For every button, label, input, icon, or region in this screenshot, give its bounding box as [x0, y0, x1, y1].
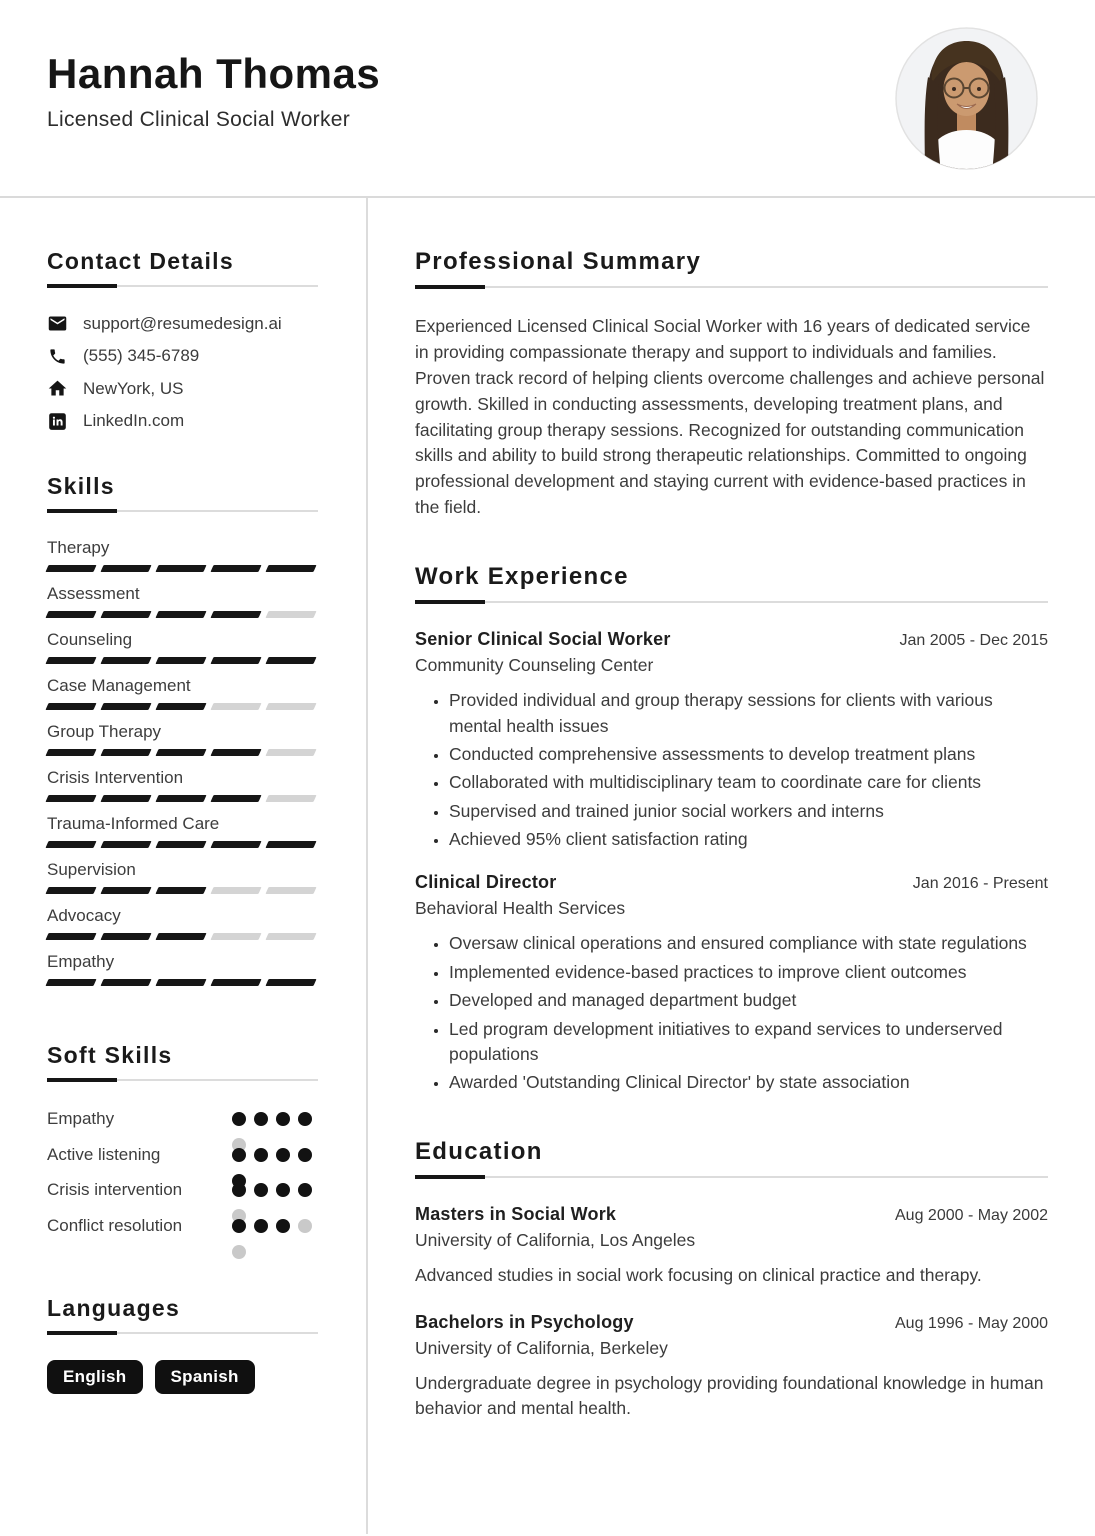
skill-bar [47, 657, 318, 664]
degree-title: Masters in Social Work [415, 1203, 617, 1224]
soft-skills-heading: Soft Skills [47, 1042, 318, 1081]
skill-bar-segment [155, 657, 206, 664]
skill-dot [254, 1148, 268, 1162]
education-section [415, 1138, 1048, 1422]
skill-dot [232, 1183, 246, 1197]
skill-bar-segment [210, 979, 261, 986]
content-columns [0, 198, 1095, 1534]
skill-bar-segment [155, 703, 206, 710]
header [0, 0, 1095, 198]
skill-bar-segment [100, 887, 151, 894]
summary-text: Experienced Licensed Clinical Social Worker with 16 years of dedicated service in providing compassionate therapy and support to individuals and families. Proven track record of helping clients overcome challenges and achieve personal growth. Skilled in conducting assessments, developing treatment plans, and facilitating group therapy sessions. Recognized for outstanding communication skills and ability to build strong therapeutic relationships. Committed to ongoing professional development and staying current with evidence-based practices in the field. [415, 316, 1045, 518]
skill-bar-segment [210, 795, 261, 802]
skill-item [47, 952, 318, 986]
skill-bar [47, 611, 318, 618]
skill-bar-segment [45, 887, 96, 894]
skill-item [47, 538, 318, 572]
job-entry [415, 872, 1048, 1095]
skill-name: Therapy [47, 538, 110, 557]
soft-skill-item [47, 1143, 318, 1168]
skill-bar-segment [100, 749, 151, 756]
home-icon [47, 378, 68, 399]
skill-name: Trauma-Informed Care [47, 814, 220, 833]
skill-name: Advocacy [47, 906, 121, 925]
skill-bar-segment [265, 979, 316, 986]
soft-skill-name: Crisis intervention [47, 1180, 183, 1200]
skill-bar-segment [155, 611, 206, 618]
job-bullet: • Achieved 95% client satisfaction rating [449, 827, 1048, 852]
job-bullet: • Conducted comprehensive assessments to develop treatment plans [449, 742, 1048, 767]
skill-item [47, 814, 318, 848]
jobs-list [415, 629, 1048, 1096]
school-name: University of California, Berkeley [415, 1338, 668, 1358]
skill-bar-segment [210, 657, 261, 664]
languages-heading: Languages [47, 1295, 318, 1334]
skill-name: Crisis Intervention [47, 768, 184, 787]
skill-name: Supervision [47, 860, 136, 879]
education-description: Undergraduate degree in psychology providing foundational knowledge in human behavior and mental health. [415, 1373, 1044, 1419]
skill-bar-segment [265, 933, 316, 940]
contact-item [47, 378, 318, 399]
job-head [415, 872, 1048, 893]
skill-bar-segment [265, 611, 316, 618]
contact-text: LinkedIn.com [83, 411, 185, 430]
summary-heading: Professional Summary [415, 248, 1048, 288]
skill-bar-segment [45, 979, 96, 986]
job-bullet: • Provided individual and group therapy sessions for clients with various mental health issues [449, 688, 1048, 739]
skill-bar-segment [155, 841, 206, 848]
skill-dot [298, 1112, 312, 1126]
summary-section [415, 248, 1048, 521]
job-bullet: • Developed and managed department budget [449, 988, 1048, 1013]
soft-skill-item [47, 1107, 318, 1132]
skill-dot [232, 1112, 246, 1126]
skill-bar-segment [100, 611, 151, 618]
candidate-title: Licensed Clinical Social Worker [47, 108, 351, 132]
soft-skill-item [47, 1178, 318, 1203]
skills-section [47, 473, 318, 986]
skill-dot [276, 1148, 290, 1162]
skill-bar-segment [210, 933, 261, 940]
skill-dot [254, 1219, 268, 1233]
skill-bar-segment [265, 749, 316, 756]
skill-bar-segment [45, 703, 96, 710]
skill-bar-segment [155, 887, 206, 894]
skill-dot [232, 1245, 246, 1259]
job-company: Community Counseling Center [415, 655, 654, 676]
skill-bar-segment [265, 841, 316, 848]
job-head [415, 629, 1048, 650]
soft-skill-item [47, 1214, 318, 1239]
profile-photo [895, 27, 1038, 170]
skill-bar-segment [45, 841, 96, 848]
skill-name: Assessment [47, 584, 140, 603]
skill-bar-segment [100, 657, 151, 664]
job-dates: Jan 2016 - Present [912, 875, 1048, 893]
skill-item [47, 630, 318, 664]
phone-icon [47, 347, 68, 366]
skill-name: Counseling [47, 630, 133, 649]
skill-item [47, 860, 318, 894]
job-bullet: • Supervised and trained junior social workers and interns [449, 799, 1048, 824]
skill-bar-segment [155, 795, 206, 802]
skill-bar [47, 979, 318, 986]
skill-bar-segment [265, 565, 316, 572]
skill-bar-segment [45, 611, 96, 618]
skill-bar-segment [100, 565, 151, 572]
skill-item [47, 722, 318, 756]
skill-bar-segment [100, 841, 151, 848]
skill-bar-segment [155, 749, 206, 756]
skill-bar-segment [100, 795, 151, 802]
education-dates: Aug 1996 - May 2000 [895, 1315, 1048, 1332]
job-bullet: • Awarded 'Outstanding Clinical Director' by state association [449, 1070, 1048, 1095]
skill-dot [298, 1183, 312, 1197]
skill-dot [276, 1219, 290, 1233]
languages-list [47, 1360, 318, 1394]
soft-skill-name: Active listening [47, 1144, 161, 1164]
soft-skills-section [47, 1042, 318, 1239]
job-bullet: • Implemented evidence-based practices to improve client outcomes [449, 960, 1048, 985]
skill-bar-segment [265, 795, 316, 802]
job-title: Clinical Director [415, 872, 557, 893]
skill-bar-segment [100, 979, 151, 986]
skill-bar-segment [155, 933, 206, 940]
skill-bar [47, 703, 318, 710]
skill-bar [47, 795, 318, 802]
skill-bar-segment [155, 565, 206, 572]
education-head [415, 1204, 1048, 1225]
education-entry [415, 1204, 1048, 1288]
experience-section [415, 563, 1048, 1096]
contact-heading: Contact Details [47, 248, 318, 287]
skill-bar-segment [210, 611, 261, 618]
skill-dot [276, 1112, 290, 1126]
experience-heading: Work Experience [415, 563, 1048, 603]
job-title: Senior Clinical Social Worker [415, 629, 671, 650]
skill-bar [47, 887, 318, 894]
skill-bar-segment [100, 703, 151, 710]
skill-bar [47, 933, 318, 940]
education-list [415, 1204, 1048, 1422]
skill-name: Case Management [47, 676, 191, 695]
skill-dot [298, 1148, 312, 1162]
skill-item [47, 584, 318, 618]
skill-name: Group Therapy [47, 722, 162, 741]
skills-list [47, 538, 318, 986]
skill-bar [47, 841, 318, 848]
main-column [368, 198, 1095, 1534]
skill-bar-segment [265, 703, 316, 710]
job-bullet: • Collaborated with multidisciplinary team to coordinate care for clients [449, 770, 1048, 795]
skill-item [47, 906, 318, 940]
soft-skills-list [47, 1107, 318, 1239]
skills-heading: Skills [47, 473, 318, 512]
skill-bar-segment [210, 841, 261, 848]
skill-bar-segment [155, 979, 206, 986]
skill-dot [254, 1112, 268, 1126]
skill-dot [232, 1148, 246, 1162]
education-description: Advanced studies in social work focusing on clinical practice and therapy. [415, 1264, 982, 1285]
education-head [415, 1312, 1048, 1333]
skill-dot [298, 1219, 312, 1233]
contact-item [47, 313, 318, 334]
contact-text: NewYork, US [83, 378, 184, 398]
job-dates: Jan 2005 - Dec 2015 [899, 632, 1048, 650]
skill-bar-segment [45, 565, 96, 572]
skill-item [47, 676, 318, 710]
sidebar [0, 198, 368, 1534]
soft-skill-dots [232, 1143, 318, 1157]
skill-dot [232, 1219, 246, 1233]
education-dates: Aug 2000 - May 2002 [895, 1206, 1048, 1224]
contact-section [47, 248, 318, 431]
soft-skill-dots [232, 1214, 318, 1228]
job-bullet: • Oversaw clinical operations and ensured compliance with state regulations [449, 931, 1048, 956]
skill-bar-segment [265, 887, 316, 894]
job-entry [415, 629, 1048, 852]
contact-text: (555) 345-6789 [83, 346, 200, 365]
job-bullet: • Led program development initiatives to expand services to underserved populations [449, 1017, 1048, 1068]
job-bullets [415, 931, 1048, 1095]
contact-text: support@resumedesign.ai [83, 313, 282, 333]
job-company: Behavioral Health Services [415, 898, 626, 919]
skill-item [47, 768, 318, 802]
skill-bar-segment [210, 887, 261, 894]
education-heading: Education [415, 1138, 1048, 1178]
skill-dot [254, 1183, 268, 1197]
skill-dot [276, 1183, 290, 1197]
skill-bar [47, 565, 318, 572]
skill-bar-segment [265, 657, 316, 664]
skill-bar-segment [45, 933, 96, 940]
soft-skill-dots [232, 1178, 318, 1192]
contact-item [47, 411, 318, 431]
email-icon [47, 313, 68, 334]
job-bullets [415, 688, 1048, 852]
school-name: University of California, Los Angeles [415, 1229, 696, 1250]
soft-skill-name: Conflict resolution [47, 1215, 183, 1235]
skill-bar [47, 749, 318, 756]
soft-skill-dots [232, 1107, 318, 1121]
soft-skill-name: Empathy [47, 1109, 115, 1128]
skill-bar-segment [45, 657, 96, 664]
skill-bar-segment [45, 749, 96, 756]
language-pill: Spanish [155, 1360, 255, 1394]
skill-bar-segment [210, 703, 261, 710]
languages-section [47, 1295, 318, 1394]
language-pill: English [47, 1360, 143, 1394]
skill-bar-segment [45, 795, 96, 802]
candidate-name: Hannah Thomas [47, 50, 381, 97]
skill-bar-segment [100, 933, 151, 940]
skill-bar-segment [210, 749, 261, 756]
contact-item [47, 346, 318, 366]
education-entry [415, 1312, 1048, 1422]
contact-list [47, 313, 318, 431]
linkedin-icon [47, 412, 68, 431]
skill-bar-segment [210, 565, 261, 572]
skill-name: Empathy [47, 952, 115, 971]
degree-title: Bachelors in Psychology [415, 1312, 634, 1332]
